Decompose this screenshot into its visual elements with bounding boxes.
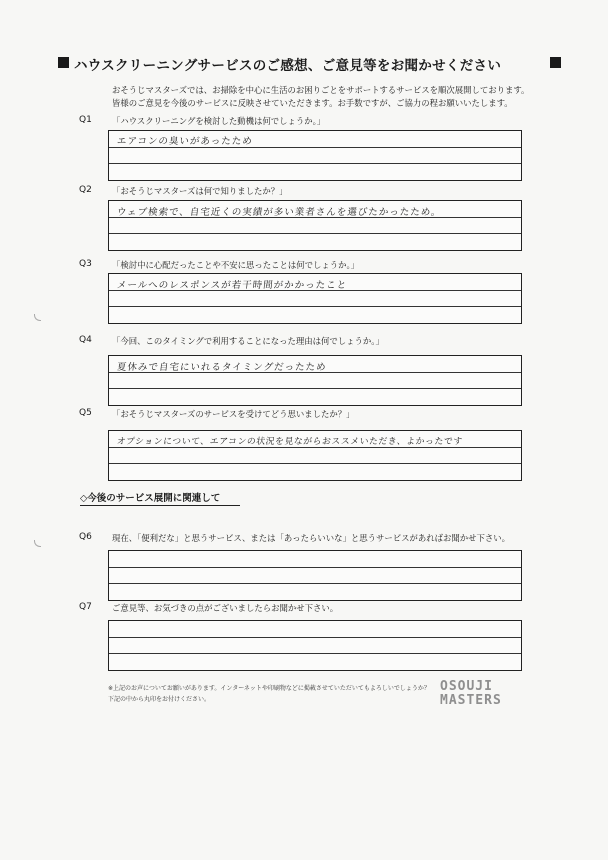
q6-number: Q6 — [79, 532, 92, 542]
q3-text: 「検討中に心配だったことや不安に思ったことは何でしょうか。」 — [112, 260, 360, 270]
company-logo — [440, 680, 522, 708]
q3-answer: メールへのレスポンスが若干時間がかかったこと — [116, 280, 348, 291]
q5-answer: オプションについて、エアコンの状況を見ながらおススメいただき、よかったです — [116, 437, 464, 447]
section-underline — [80, 505, 240, 506]
q2-text: 「おそうじマスターズは何で知りましたか？」 — [112, 186, 288, 196]
scan-mark-2 — [34, 540, 41, 547]
q1-answer-box[interactable] — [108, 130, 522, 181]
q1-text: 「ハウスクリーニングを検討した動機は何でしょうか。」 — [112, 116, 326, 126]
q2-answer: ウェブ検索で、自宅近くの実績が多い業者さんを選びたかったため。 — [116, 207, 442, 218]
q4-answer: 夏休みで自宅にいれるタイミングだったため — [116, 362, 328, 373]
q1-answer: エアコンの臭いがあったため — [116, 136, 254, 147]
title-square-left — [58, 57, 69, 68]
q5-number: Q5 — [79, 408, 92, 418]
q6-answer-box[interactable] — [108, 550, 522, 601]
logo-line-2: MASTERS — [440, 693, 502, 708]
q5-text: 「おそうじマスターズのサービスを受けてどう思いましたか？」 — [112, 409, 355, 419]
q4-text: 「今回、このタイミングで利用することになった理由は何でしょうか。」 — [112, 336, 384, 346]
q1-number: Q1 — [79, 115, 92, 125]
q3-number: Q3 — [79, 259, 92, 269]
intro-line-1: おそうじマスターズでは、お掃除を中心に生活のお困りごとをサポートするサービスを順次展開しております。 — [112, 85, 530, 95]
q3-answer-box[interactable] — [108, 273, 522, 324]
q2-number: Q2 — [79, 185, 92, 195]
footer-note-2: 下記の中から丸印をお付けください。 — [108, 696, 211, 703]
scan-mark-1 — [34, 314, 41, 321]
q4-number: Q4 — [79, 335, 92, 345]
q4-answer-box[interactable] — [108, 355, 522, 406]
q7-text: ご意見等、お気づきの点がございましたらお聞かせ下さい。 — [112, 603, 339, 613]
q7-answer-box[interactable] — [108, 620, 522, 671]
footer-note-1: ※上記のお声についてお願いがあります。インターネットや印刷物などに掲載させていただいてもよろしいでしょうか？ — [108, 685, 430, 692]
intro-line-2: 皆様のご意見を今後のサービスに反映させていただきます。お手数ですが、ご協力の程お願いいたします。 — [112, 98, 513, 108]
title-square-right — [550, 57, 561, 68]
page-title: ハウスクリーニングサービスのご感想、ご意見等をお聞かせください — [74, 58, 502, 74]
logo-line-1: OSOUJI — [440, 679, 493, 694]
section-heading: ◇今後のサービス展開に関連して — [80, 493, 221, 504]
q5-answer-box[interactable] — [108, 430, 522, 481]
q7-number: Q7 — [79, 602, 92, 612]
q2-answer-box[interactable] — [108, 200, 522, 251]
q6-text: 現在、「便利だな」と思うサービス、または「あったらいいな」と思うサービスがあればお聞かせ下さい。 — [112, 533, 510, 543]
